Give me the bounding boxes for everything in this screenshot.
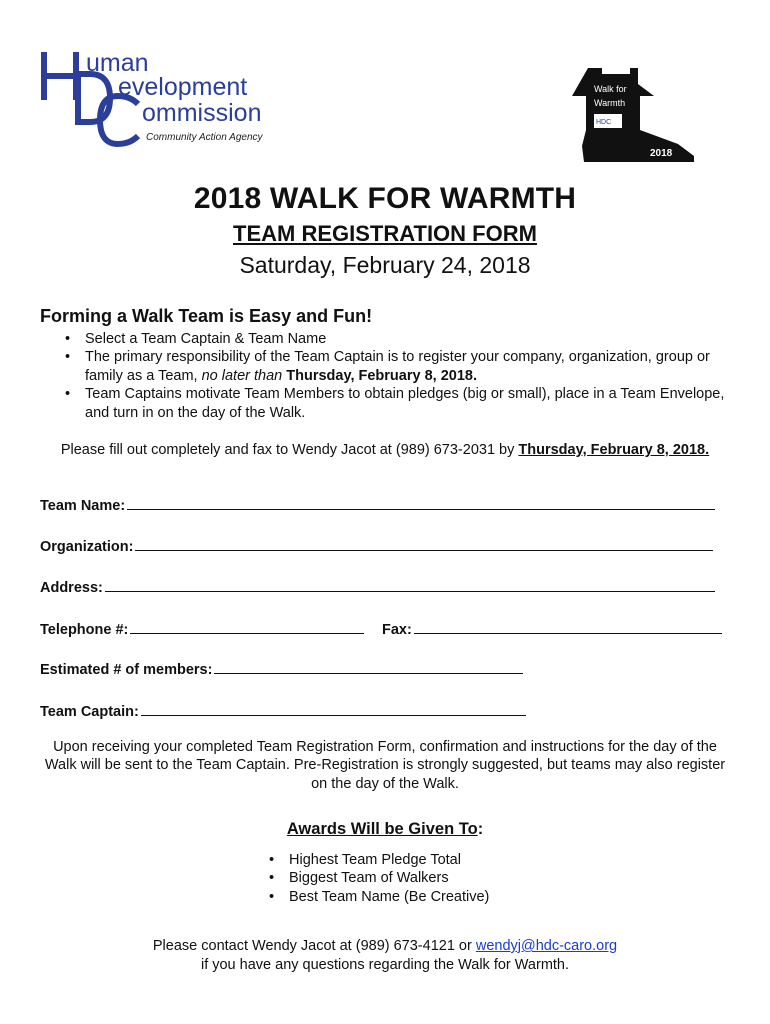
organization-row xyxy=(40,536,713,555)
fax-row xyxy=(382,619,722,638)
fax-field[interactable] xyxy=(414,619,722,634)
team-name-row xyxy=(40,495,715,514)
telephone-label: Telephone #: xyxy=(40,622,129,638)
captain-field[interactable] xyxy=(141,701,526,716)
team-name-label: Team Name: xyxy=(40,498,126,514)
logo-line1: uman xyxy=(86,49,149,77)
fax-instructions: Please fill out completely and fax to Wendy Jacot at (989) 673-2031 by Thursday, February 8, 2018. xyxy=(60,442,710,458)
telephone-row xyxy=(40,619,364,638)
organization-field[interactable] xyxy=(135,536,713,551)
logo-line3: ommission xyxy=(142,99,262,127)
fax-label: Fax: xyxy=(382,622,412,638)
intro-heading: Forming a Walk Team is Easy and Fun! xyxy=(40,306,373,326)
captain-label: Team Captain: xyxy=(40,704,139,720)
italic-text: no later than xyxy=(201,367,283,384)
boot-year: 2018 xyxy=(650,148,673,159)
event-date: Saturday, February 24, 2018 xyxy=(239,252,531,278)
team-name-field[interactable] xyxy=(127,495,715,510)
members-field[interactable] xyxy=(214,659,523,674)
awards-list xyxy=(265,851,489,906)
members-row xyxy=(40,659,523,678)
list-item: • The primary responsibility of the Team Captain is to register your company, organization, group or family as a Team, no later than Thursday, February 8, 2018. xyxy=(61,348,731,385)
captain-row xyxy=(40,701,526,720)
boot-mini-logo: HDC xyxy=(596,119,612,126)
list-item: • Highest Team Pledge Total xyxy=(265,851,489,869)
address-row xyxy=(40,577,715,596)
deadline-text: Thursday, February 8, 2018. xyxy=(286,367,477,384)
fax-deadline: Thursday, February 8, 2018. xyxy=(518,442,710,458)
logo-line2: evelopment xyxy=(118,73,248,101)
list-item: • Best Team Name (Be Creative) xyxy=(265,888,489,906)
form-subtitle: TEAM REGISTRATION FORM xyxy=(233,221,537,246)
address-label: Address: xyxy=(40,580,103,596)
boot-line2: Warmth xyxy=(594,98,626,108)
telephone-field[interactable] xyxy=(130,619,364,634)
email-link[interactable]: wendyj@hdc-caro.org xyxy=(475,938,618,954)
hdc-logo xyxy=(38,44,288,154)
contact-info: Please contact Wendy Jacot at (989) 673-4121 or wendyj@hdc-caro.org if you have any questions regarding the Walk for Warmth. xyxy=(152,938,618,973)
logo-tagline: Community Action Agency xyxy=(146,132,263,143)
address-field[interactable] xyxy=(105,577,715,592)
list-item: • Team Captains motivate Team Members to obtain pledges (big or small), place in a Team Envelope, and turn in on the day of the Walk. xyxy=(61,385,731,422)
boot-logo xyxy=(568,66,700,166)
confirmation-notice: Upon receiving your completed Team Registration Form, confirmation and instructions for the day of the Walk will be sent to the Team Captain. Pre-Registration is strongly suggested, but teams may also register on the day of the Walk. xyxy=(44,739,726,792)
organization-label: Organization: xyxy=(40,539,134,555)
boot-line1: Walk for xyxy=(594,84,627,94)
page-title: 2018 WALK FOR WARMTH xyxy=(193,182,577,215)
list-item: • Select a Team Captain & Team Name xyxy=(61,330,731,348)
awards-heading: Awards Will be Given To: xyxy=(286,820,484,838)
members-label: Estimated # of members: xyxy=(40,662,213,678)
intro-list xyxy=(61,330,731,422)
list-item: • Biggest Team of Walkers xyxy=(265,869,489,887)
